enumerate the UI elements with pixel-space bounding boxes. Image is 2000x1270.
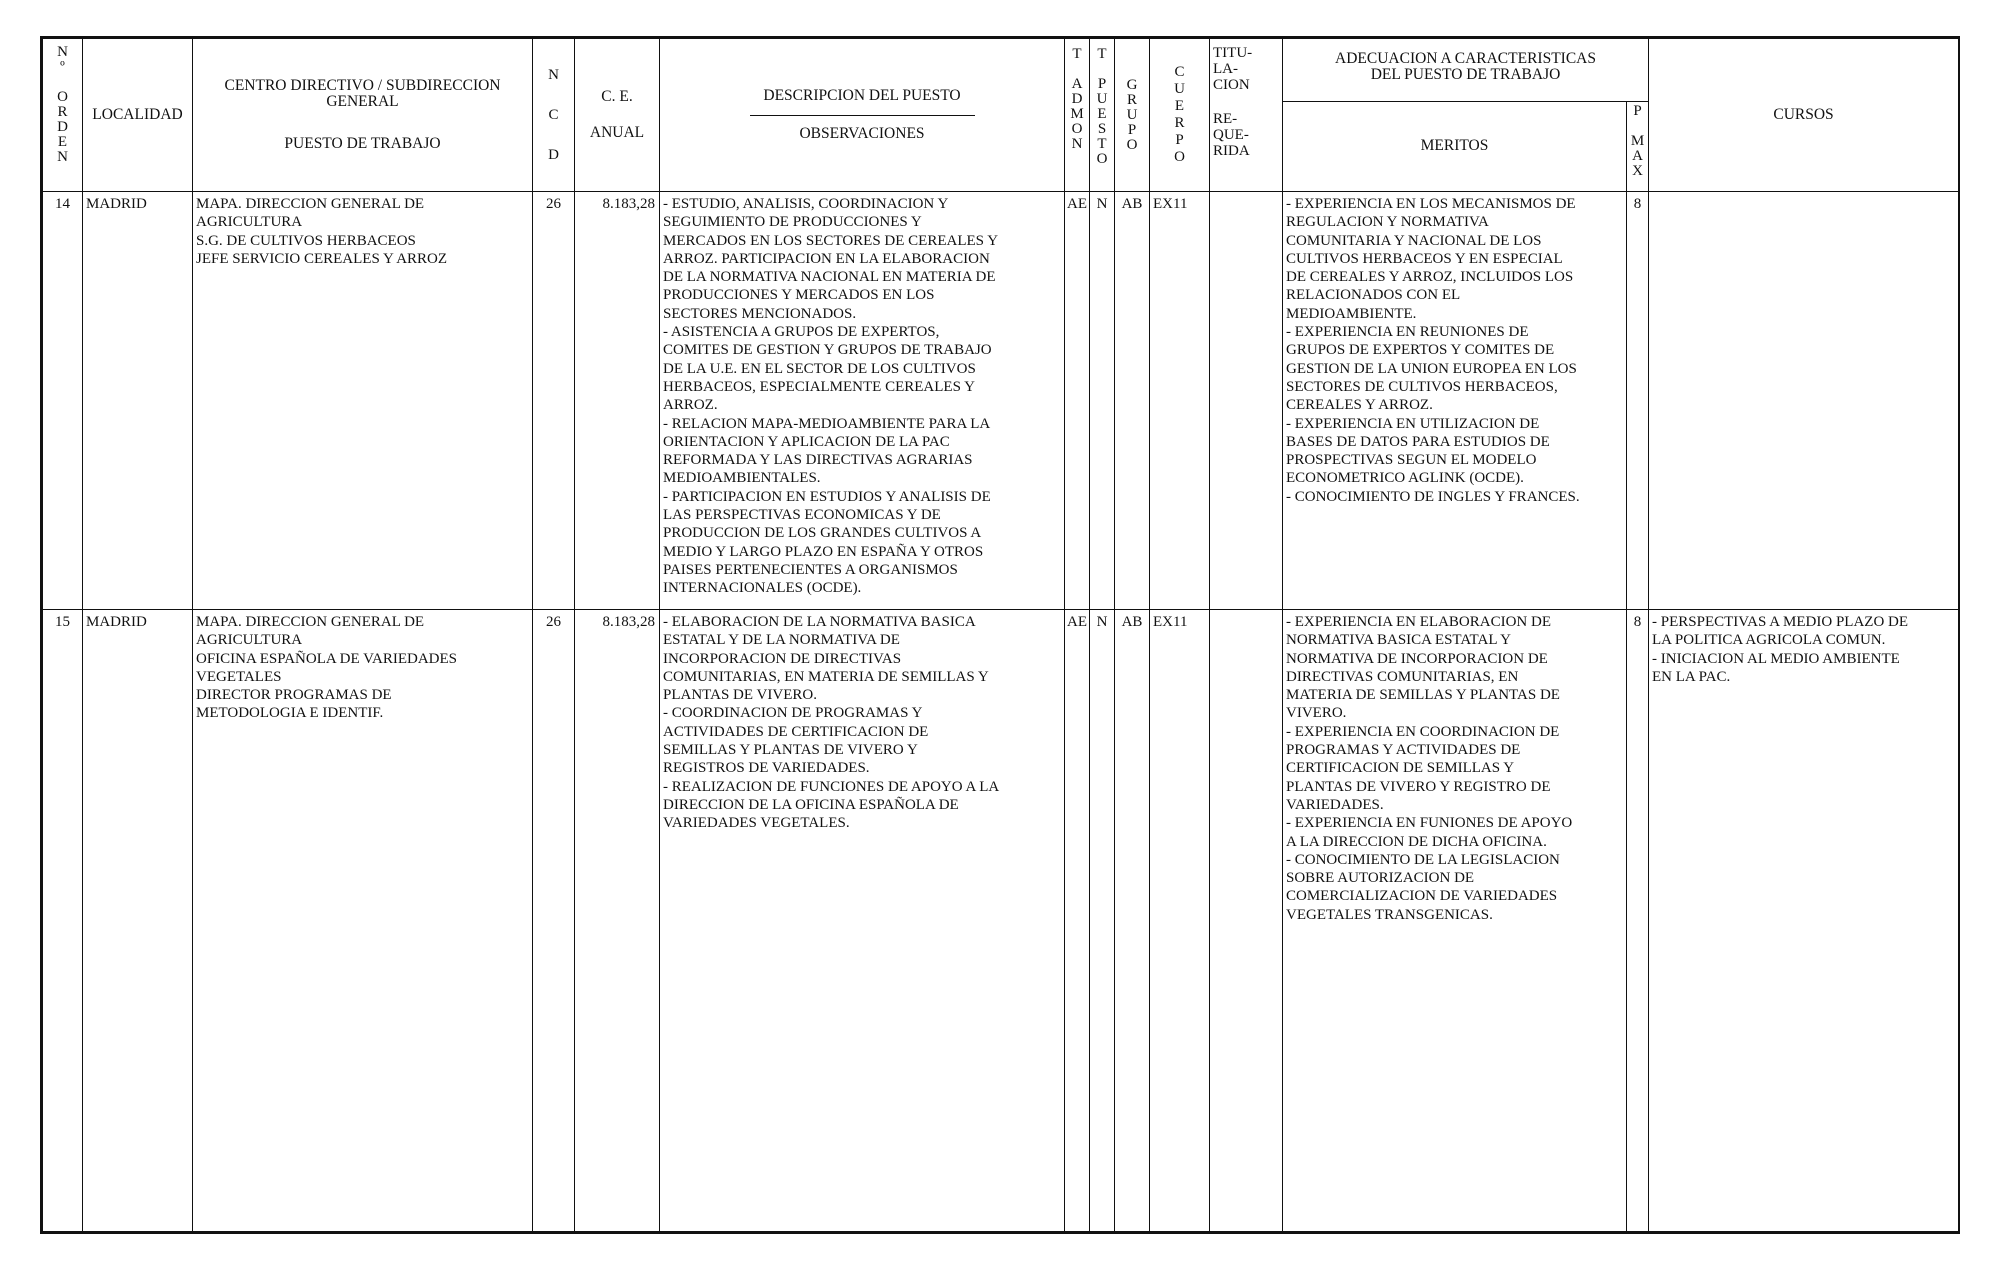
- cell-titulacion: [1210, 610, 1283, 1232]
- cell-titulacion: [1210, 192, 1283, 610]
- header-row: [43, 39, 1959, 102]
- cell-localidad: MADRID: [83, 192, 193, 610]
- header-centro-directivo: [193, 39, 533, 192]
- cell-cuerpo: EX11: [1150, 192, 1210, 610]
- header-centro-line1: CENTRO DIRECTIVO / SUBDIRECCION: [224, 76, 501, 94]
- header-titulacion: [1210, 39, 1283, 192]
- header-ncd: N C D: [533, 39, 575, 192]
- cell-meritos: - EXPERIENCIA EN LOS MECANISMOS DE REGULACION Y NORMATIVA COMUNITARIA Y NACIONAL DE LOS CULTIVOS HERBACEOS Y EN ESPECIAL DE CEREALES Y ARROZ, INCLUIDOS LOS RELACIONADOS CON EL MEDIOAMBIENTE. - EXPERIENCIA EN REUNIONES DE GRUPOS DE EXPERTOS Y COMITES DE GESTION DE LA UNION EUROPEA EN LOS SECTORES DE CULTIVOS HERBACEOS, CEREALES Y ARROZ. - EXPERIENCIA EN UTILIZACION DE BASES DE DATOS PARA ESTUDIOS DE PROSPECTIVAS SEGUN EL MODELO ECONOMETRICO AGLINK (OCDE). - CONOCIMIENTO DE INGLES Y FRANCES.: [1283, 192, 1627, 610]
- job-positions-table: [42, 38, 1959, 1232]
- header-pmax: P M A X: [1627, 102, 1649, 192]
- cell-tipo-puesto: N: [1090, 610, 1115, 1232]
- cell-tipo-admon: AE: [1065, 192, 1090, 610]
- header-titulacion-top: TITU- LA- CION: [1213, 45, 1253, 93]
- cell-cuerpo: EX11: [1150, 610, 1210, 1232]
- cell-grupo: AB: [1115, 192, 1150, 610]
- cell-descripcion: - ELABORACION DE LA NORMATIVA BASICA ESTATAL Y DE LA NORMATIVA DE INCORPORACION DE DIRECTIVAS COMUNITARIAS, EN MATERIA DE SEMILLAS Y PLANTAS DE VIVERO. - COORDINACION DE PROGRAMAS Y ACTIVIDADES DE CERTIFICACION DE SEMILLAS Y PLANTAS DE VIVERO Y REGISTROS DE VARIEDADES. - REALIZACION DE FUNCIONES DE APOYO A LA DIRECCION DE LA OFICINA ESPAÑOLA DE VARIEDADES VEGETALES.: [660, 610, 1065, 1232]
- header-cuerpo: C U E R P O: [1150, 39, 1210, 192]
- cell-tipo-admon: AE: [1065, 610, 1090, 1232]
- cell-orden: 14: [43, 192, 83, 610]
- cell-cursos: - PERSPECTIVAS A MEDIO PLAZO DE LA POLITICA AGRICOLA COMUN. - INICIACION AL MEDIO AMBIENTE EN LA PAC.: [1649, 610, 1959, 1232]
- cell-ncd: 26: [533, 192, 575, 610]
- cell-cursos: [1649, 192, 1959, 610]
- table-row: [43, 192, 1959, 610]
- header-cursos: CURSOS: [1649, 39, 1959, 192]
- header-ce-anual: C. E. ANUAL: [575, 39, 660, 192]
- cell-tipo-puesto: N: [1090, 192, 1115, 610]
- header-centro-line2: GENERAL: [326, 92, 399, 110]
- cell-descripcion: - ESTUDIO, ANALISIS, COORDINACION Y SEGUIMIENTO DE PRODUCCIONES Y MERCADOS EN LOS SECTORES DE CEREALES Y ARROZ. PARTICIPACION EN LA ELABORACION DE LA NORMATIVA NACIONAL EN MATERIA DE PRODUCCIONES Y MERCADOS EN LOS SECTORES MENCIONADOS. - ASISTENCIA A GRUPOS DE EXPERTOS, COMITES DE GESTION Y GRUPOS DE TRABAJO DE LA U.E. EN EL SECTOR DE LOS CULTIVOS HERBACEOS, ESPECIALMENTE CEREALES Y ARROZ. - RELACION MAPA-MEDIOAMBIENTE PARA LA ORIENTACION Y APLICACION DE LA PAC REFORMADA Y LAS DIRECTIVAS AGRARIAS MEDIOAMBIENTALES. - PARTICIPACION EN ESTUDIOS Y ANALISIS DE LAS PERSPECTIVAS ECONOMICAS Y DE PRODUCCION DE LOS GRANDES CULTIVOS A MEDIO Y LARGO PLAZO EN ESPAÑA Y OTROS PAISES PERTENECIENTES A ORGANISMOS INTERNACIONALES (OCDE).: [660, 192, 1065, 610]
- header-grupo: G R U P O: [1115, 39, 1150, 192]
- header-observaciones: OBSERVACIONES: [799, 124, 925, 142]
- document-sheet: [40, 36, 1960, 1234]
- cell-centro-directivo: MAPA. DIRECCION GENERAL DE AGRICULTURA OFICINA ESPAÑOLA DE VARIEDADES VEGETALES DIRECTOR PROGRAMAS DE METODOLOGIA E IDENTIF.: [193, 610, 533, 1232]
- header-meritos: MERITOS: [1283, 102, 1627, 192]
- header-orden: [43, 39, 83, 192]
- cell-ncd: 26: [533, 610, 575, 1232]
- cell-ce-anual: 8.183,28: [575, 192, 660, 610]
- header-tipo-admon: T A D M O N: [1065, 39, 1090, 192]
- cell-orden: 15: [43, 610, 83, 1232]
- header-descripcion-title: DESCRIPCION DEL PUESTO: [763, 87, 961, 105]
- cell-centro-directivo: MAPA. DIRECCION GENERAL DE AGRICULTURA S.G. DE CULTIVOS HERBACEOS JEFE SERVICIO CEREALES Y ARROZ: [193, 192, 533, 610]
- header-localidad: LOCALIDAD: [83, 39, 193, 192]
- header-puesto-trabajo: PUESTO DE TRABAJO: [284, 135, 441, 153]
- cell-pmax: 8: [1627, 610, 1649, 1232]
- header-divider-rule: [750, 115, 975, 116]
- cell-meritos: - EXPERIENCIA EN ELABORACION DE NORMATIVA BASICA ESTATAL Y NORMATIVA DE INCORPORACION DE DIRECTIVAS COMUNITARIAS, EN MATERIA DE SEMILLAS Y PLANTAS DE VIVERO. - EXPERIENCIA EN COORDINACION DE PROGRAMAS Y ACTIVIDADES DE CERTIFICACION DE SEMILLAS Y PLANTAS DE VIVERO Y REGISTRO DE VARIEDADES. - EXPERIENCIA EN FUNIONES DE APOYO A LA DIRECCION DE DICHA OFICINA. - CONOCIMIENTO DE LA LEGISLACION SOBRE AUTORIZACION DE COMERCIALIZACION DE VARIEDADES VEGETALES TRANSGENICAS.: [1283, 610, 1627, 1232]
- cell-pmax: 8: [1627, 192, 1649, 610]
- header-adecuacion: ADECUACION A CARACTERISTICAS DEL PUESTO DE TRABAJO: [1283, 39, 1649, 102]
- header-titulacion-bottom: RE- QUE- RIDA: [1213, 111, 1250, 159]
- header-descripcion: [660, 39, 1065, 192]
- cell-localidad: MADRID: [83, 610, 193, 1232]
- header-tipo-puesto: T P U E S T O: [1090, 39, 1115, 192]
- header-orden-letters: N º O R D E N: [57, 44, 68, 165]
- cell-ce-anual: 8.183,28: [575, 610, 660, 1232]
- cell-grupo: AB: [1115, 610, 1150, 1232]
- table-row: [43, 610, 1959, 1232]
